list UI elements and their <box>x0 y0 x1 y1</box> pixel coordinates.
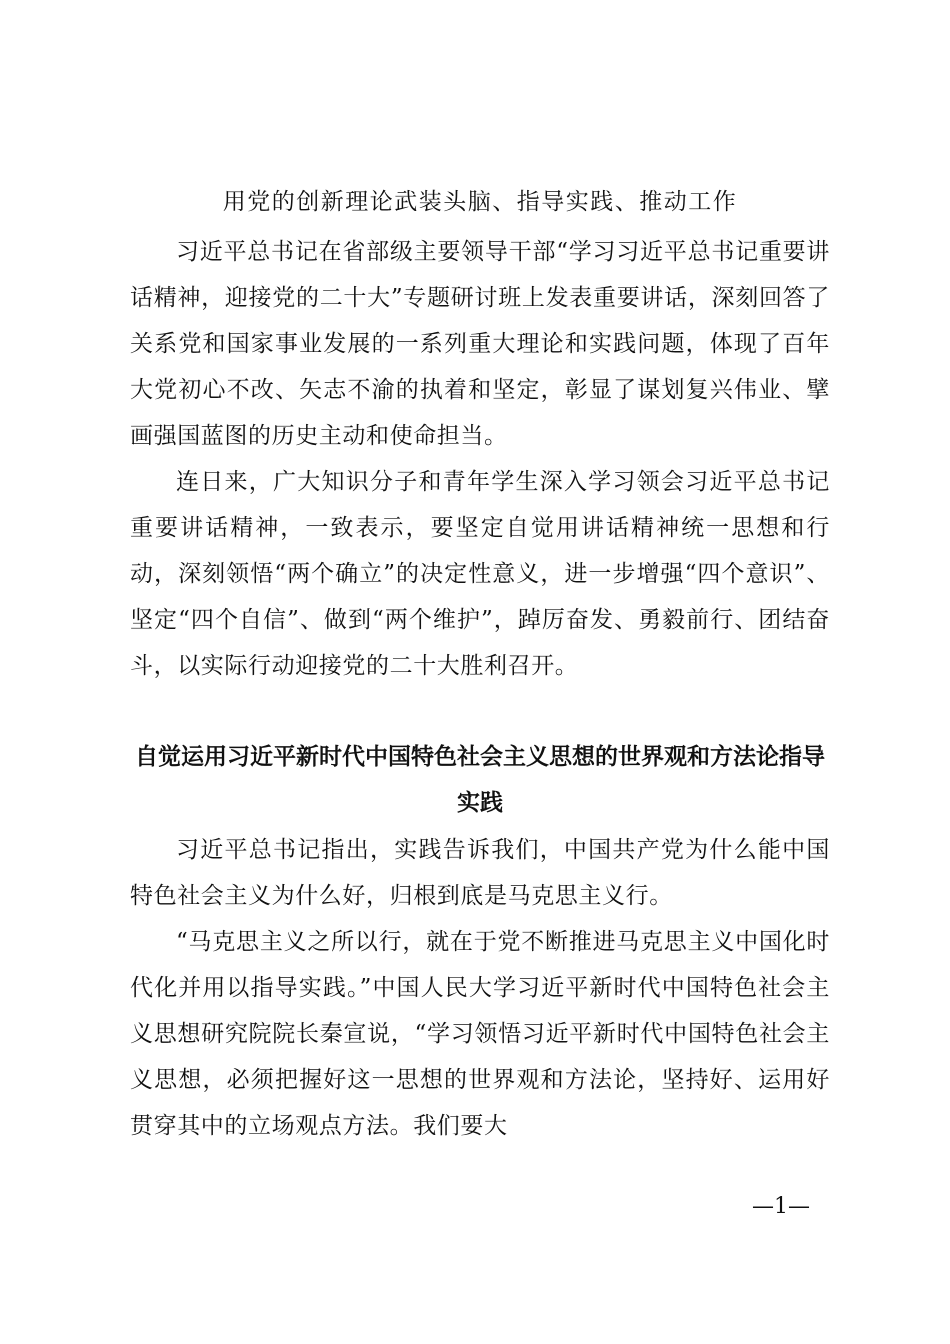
paragraph-1: 习近平总书记在省部级主要领导干部“学习习近平总书记重要讲话精神，迎接党的二十大”专题研讨班上发表重要讲话，深刻回答了关系党和国家事业发展的一系列重大理论和实践问题，体现了百年大党初心不改、矢志不渝的执着和坚定，彰显了谋划复兴伟业、擘画强国蓝图的历史主动和使命担当。 <box>130 239 830 449</box>
document-title: 用党的创新理论武装头脑、指导实践、推动工作 <box>222 189 738 215</box>
paragraph-2: 连日来，广大知识分子和青年学生深入学习领会习近平总书记重要讲话精神，一致表示，要坚定自觉用讲话精神统一思想和行动，深刻领悟“两个确立”的决定性意义，进一步增强“四个意识”、坚定“四个自信”、做到“两个维护”，踔厉奋发、勇毅前行、团结奋斗，以实际行动迎接党的二十大胜利召开。 <box>130 469 830 679</box>
section-paragraph-2: “马克思主义之所以行，就在于党不断推进马克思主义中国化时代化并用以指导实践。”中国人民大学习近平新时代中国特色社会主义思想研究院院长秦宣说，“学习领悟习近平新时代中国特色社会主义思想，必须把握好这一思想的世界观和方法论，坚持好、运用好贯穿其中的立场观点方法。我们要大 <box>130 929 830 1139</box>
section-paragraph-1: 习近平总书记指出，实践告诉我们，中国共产党为什么能中国特色社会主义为什么好，归根到底是马克思主义行。 <box>130 837 830 909</box>
section-heading: 自觉运用习近平新时代中国特色社会主义思想的世界观和方法论指导实践 <box>135 744 825 816</box>
page-number: —1— <box>752 1194 810 1219</box>
